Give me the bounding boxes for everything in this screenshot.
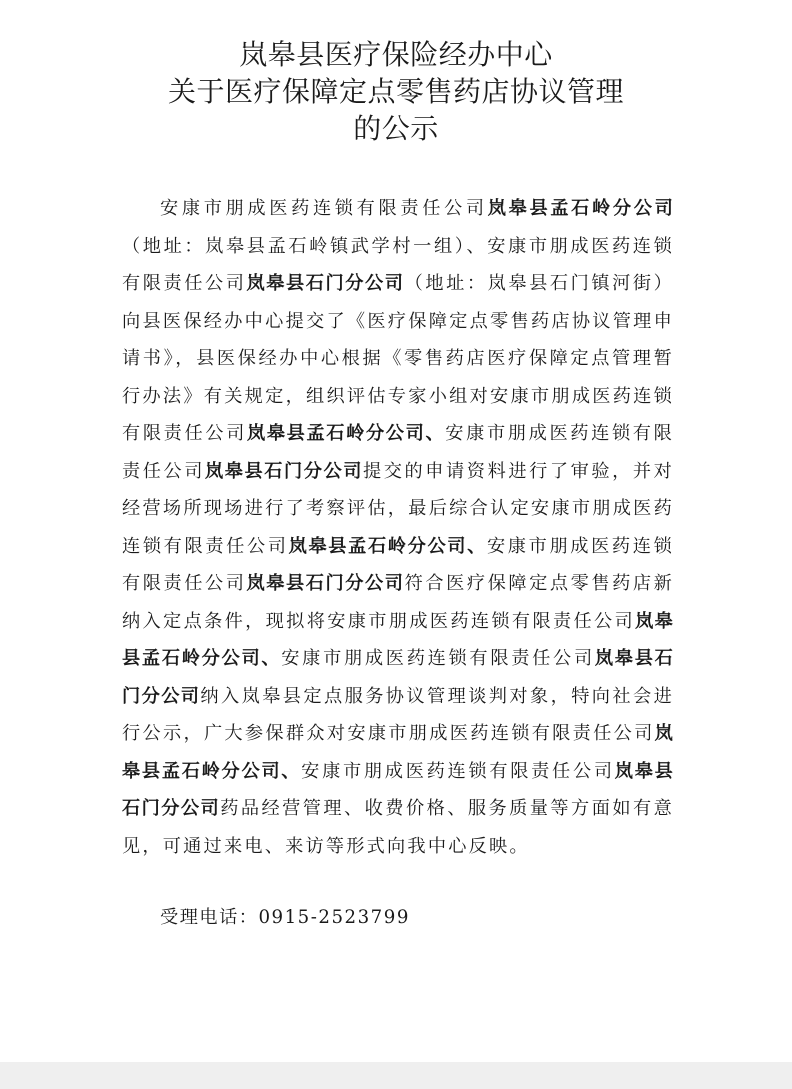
- title-line-1: 岚皋县医疗保险经办中心: [239, 38, 553, 71]
- contact-phone-label: 受理电话：: [160, 907, 259, 928]
- contact-phone-number: 0915-2523799: [258, 907, 410, 928]
- pharmacy-name-menshiling: 岚皋县孟石岭分公司、: [288, 535, 487, 557]
- notice-body: [122, 190, 674, 865]
- body-text-segment: 安康市朋成医药连锁有限责任公司: [160, 198, 488, 219]
- contact-phone-line: [160, 899, 410, 937]
- body-text-segment: 符合医疗保障定点零售药店新纳入定点条件，现拟将安康市朋成医药连锁有限责任公司: [122, 573, 674, 632]
- page-title: [0, 36, 792, 147]
- body-text-segment: 纳入岚皋县定点服务协议管理谈判对象，特向社会进行公示，广大参保群众对安康市朋成医药连锁有限责任公司: [122, 685, 674, 744]
- pharmacy-name-shimen: 岚皋县石门分公司: [205, 460, 364, 482]
- title-line-3: 的公示: [353, 112, 439, 145]
- body-text-segment: 安康市朋成医药连锁有限责任公司: [301, 760, 615, 782]
- body-text-segment: 安康市朋成医药连锁有限责任公司: [122, 423, 674, 482]
- pharmacy-name-shimen: 岚皋县石门分公司: [246, 273, 405, 294]
- body-text-segment: 提交的申请资料进行了审验，并对经营场所现场进行了考察评估，最后综合认定安康市朋成医药连锁有限责任公司: [122, 460, 674, 557]
- body-text-segment: （地址：岚皋县石门镇河街）向县医保经办中心提交了《医疗保障定点零售药店协议管理申请书》，县医保经办中心根据《零售药店医疗保障定点管理暂行办法》有关规定，组织评估专家小组对安康市朋成医药连锁有限责任公司: [122, 273, 674, 444]
- page-bottom-bar: [0, 1062, 792, 1089]
- pharmacy-name-menshiling: 岚皋县孟石岭分公司、: [122, 610, 674, 669]
- body-text-segment: 安康市朋成医药连锁有限责任公司: [122, 535, 674, 594]
- pharmacy-name-menshiling: 岚皋县孟石岭分公司: [487, 198, 674, 219]
- title-line-2: 关于医疗保障定点零售药店协议管理: [167, 75, 624, 108]
- pharmacy-name-shimen: 岚皋县石门分公司: [122, 760, 674, 819]
- body-text-segment: （地址：岚皋县孟石岭镇武学村一组）、安康市朋成医药连锁有限责任公司: [122, 235, 674, 294]
- body-text-segment: 药品经营管理、收费价格、服务质量等方面如有意见，可通过来电、来访等形式向我中心反映。: [122, 798, 674, 857]
- pharmacy-name-shimen: 岚皋县石门分公司: [122, 648, 674, 707]
- body-text-segment: 安康市朋成医药连锁有限责任公司: [281, 648, 595, 669]
- pharmacy-name-shimen: 岚皋县石门分公司: [246, 573, 405, 594]
- pharmacy-name-menshiling: 岚皋县孟石岭分公司、: [122, 723, 674, 782]
- pharmacy-name-menshiling: 岚皋县孟石岭分公司、: [246, 423, 446, 444]
